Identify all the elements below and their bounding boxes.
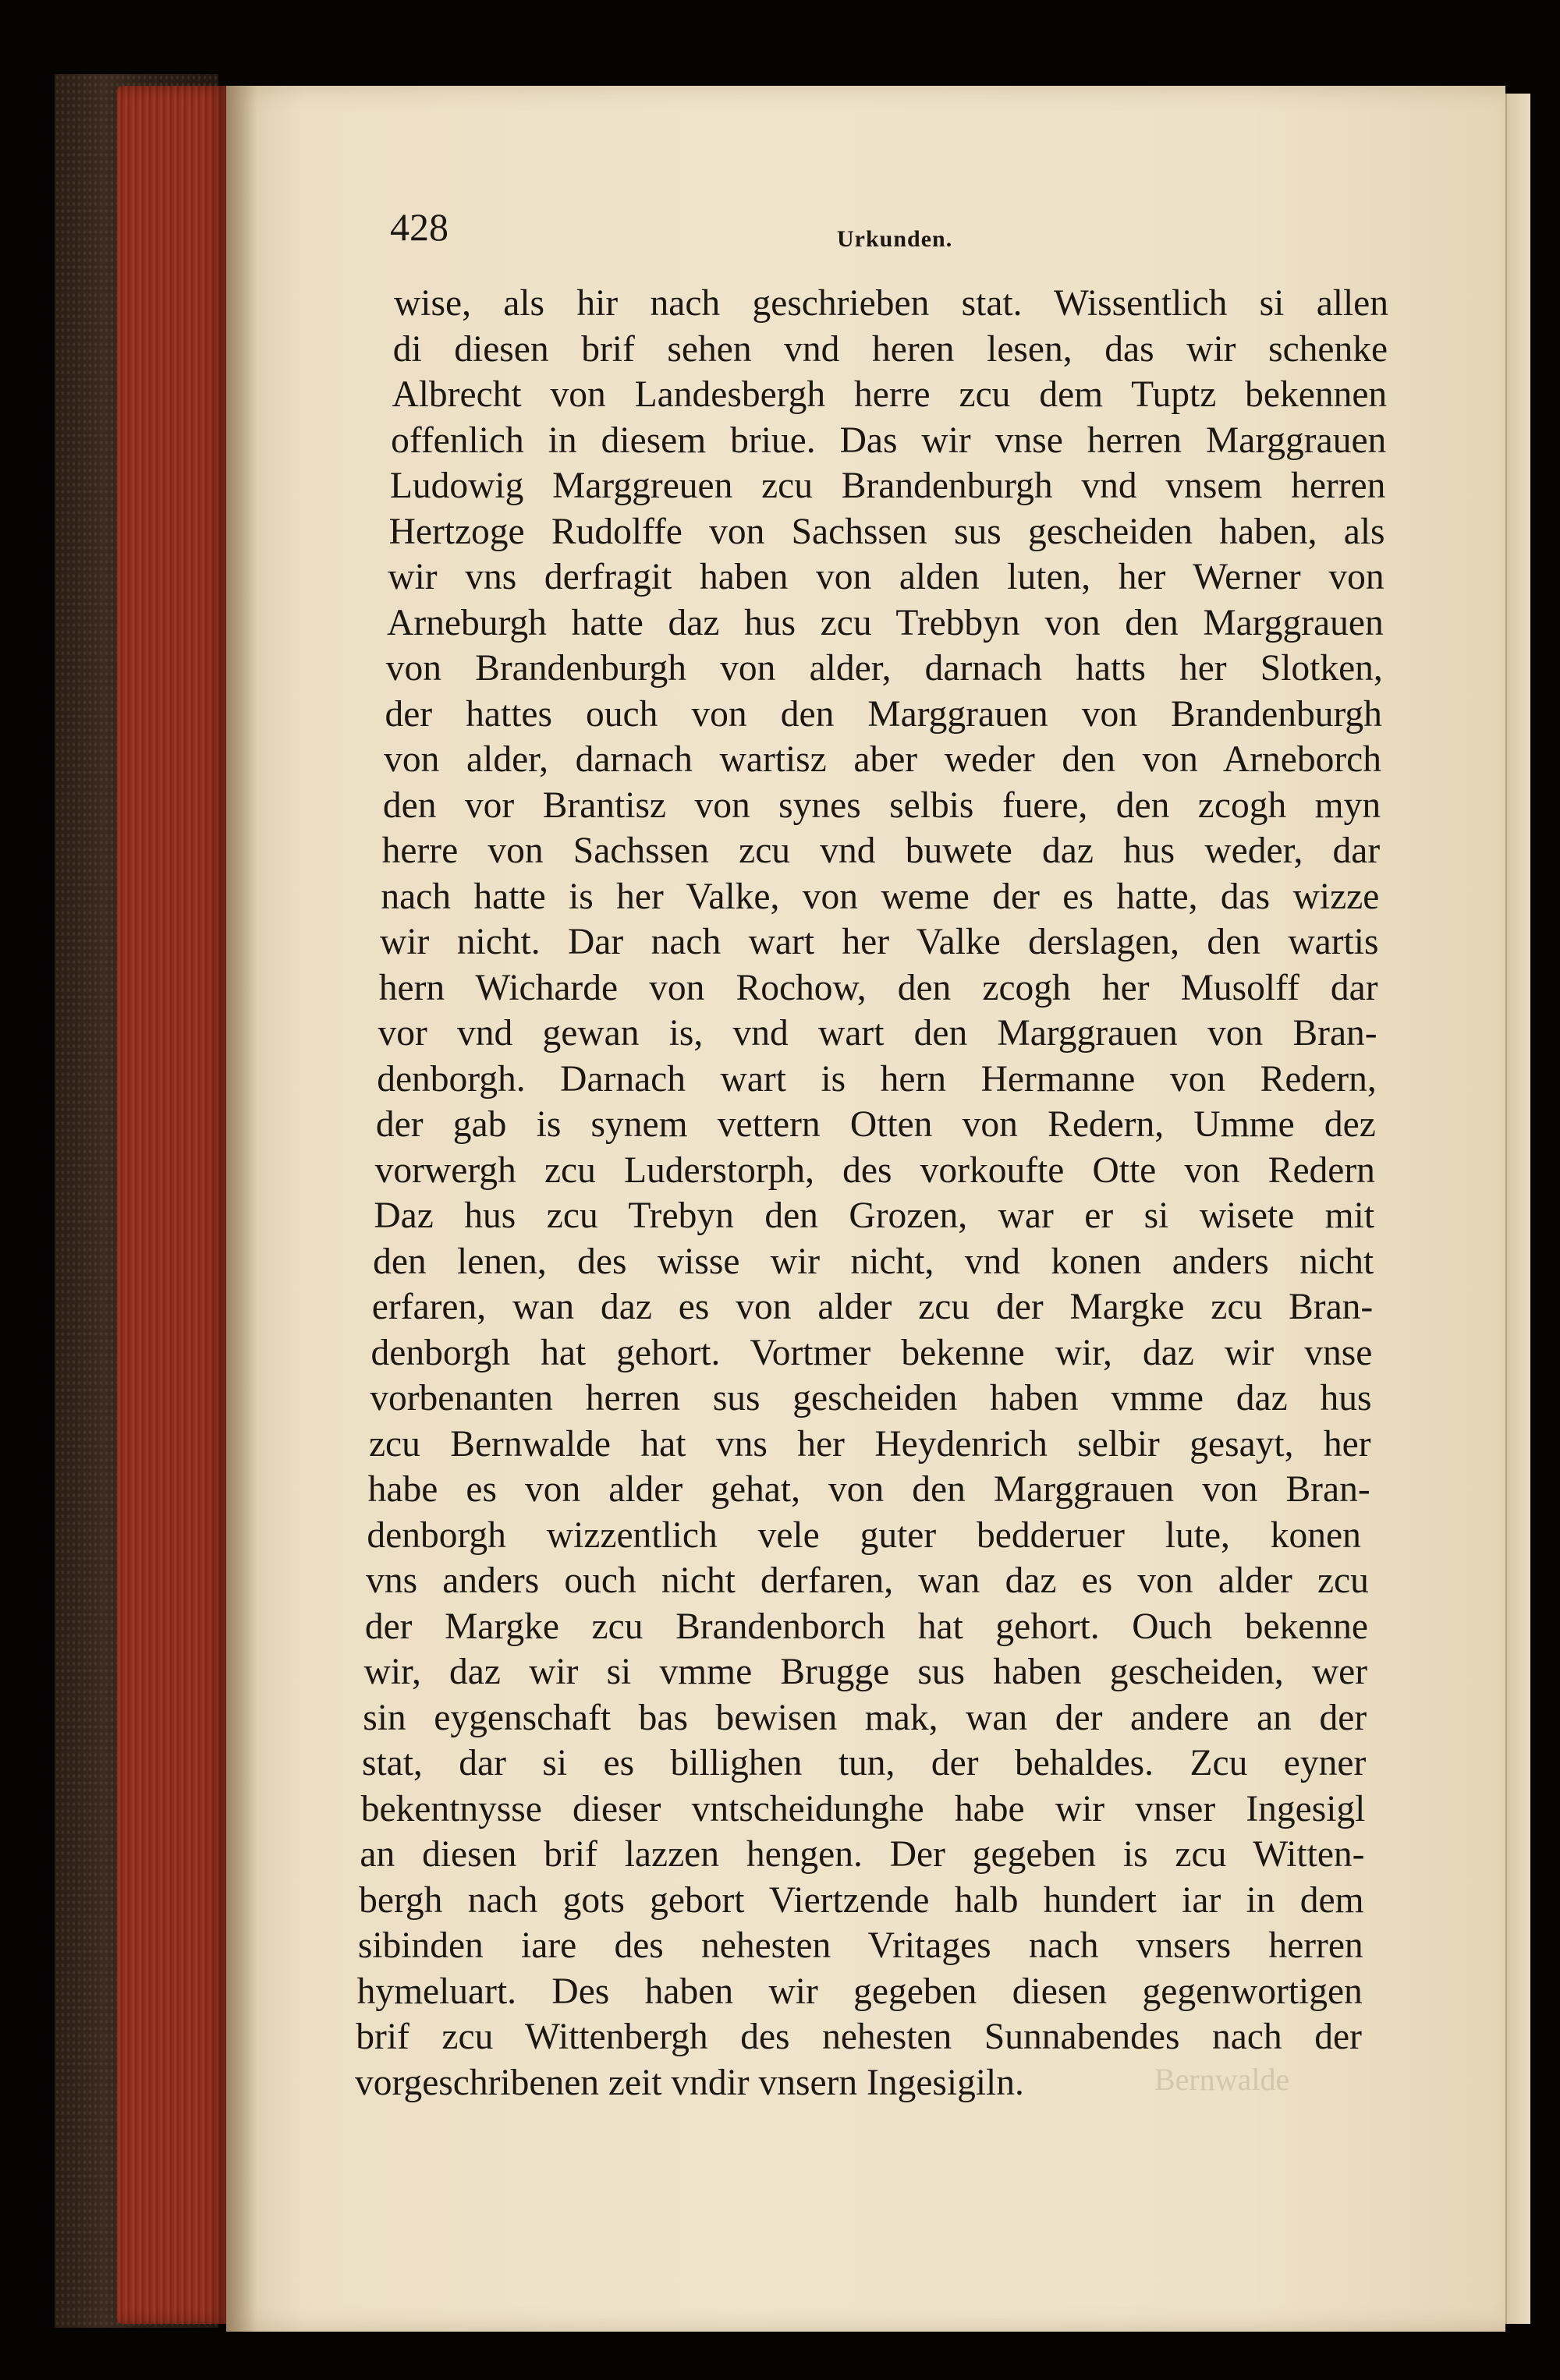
text-line: an diesen brif lazzen hengen. Der gegeben is zcu Witten- [360,1834,1365,1875]
running-head: Urkunden. [837,226,953,252]
page-edges [117,86,226,2324]
text-line: den lenen, des wisse wir nicht, vnd konen anders nicht [373,1241,1374,1282]
bleed-through-text: Bernwalde [1154,2062,1290,2097]
text-line: Hertzoge Rudolffe von Sachssen sus gescheiden haben, als [388,511,1385,552]
text-line: stat, dar si es billighen tun, der behaldes. Zcu eyner [361,1743,1367,1783]
text-line: brif zcu Wittenbergh des nehesten Sunnabendes nach der [356,2017,1362,2057]
text-line: wir nicht. Dar nach wart her Valke derslagen, den wartis [380,922,1379,962]
text-line: wir vns derfragit haben von alden luten, her Werner von [388,557,1384,597]
text-line: denborgh wizzentlich vele guter bedderuer lute, konen [367,1514,1361,1556]
text-line: erfaren, wan daz es von alder zcu der Margke zcu Bran- [371,1287,1374,1327]
text-line: vor vnd gewan is, vnd wart den Marggrauen von Bran- [378,1013,1377,1054]
next-page-edge [1505,94,1530,2324]
text-line: denborgh hat gehort. Vortmer bekenne wir, daz wir vnse [370,1332,1373,1373]
text-line: den vor Brantisz von synes selbis fuere, den zcogh myn [382,784,1381,826]
text-line: denborgh. Darnach wart is hern Hermanne von Redern, [377,1058,1377,1100]
text-line: bekentnysse dieser vntscheidunghe habe wir vnser Ingesigl [360,1788,1366,1829]
text-line: der hattes ouch von den Marggrauen von Brandenburgh [385,693,1382,735]
text-line: von alder, darnach wartisz aber weder den von Arneborch [384,739,1382,780]
text-line: von Brandenburgh von alder, darnach hatts her Slotken, [385,648,1383,689]
text-line: hymeluart. Des haben wir gegeben diesen gegenwortigen [356,1971,1363,2012]
text-line: wir, daz wir si vmme Brugge sus haben gescheiden, wer [363,1652,1368,1692]
text-line: zcu Bernwalde hat vns her Heydenrich selbir gesayt, her [368,1423,1371,1464]
text-line: habe es von alder gehat, von den Marggrauen von Bran- [367,1469,1370,1510]
text-line: offenlich in diesem briue. Das wir vnse herren Marggrauen [391,420,1387,461]
text-line: vns anders ouch nicht derfaren, wan daz es von alder zcu [366,1560,1369,1601]
text-line: herre von Sachssen zcu vnd buwete daz hus weder, dar [381,831,1381,871]
text-line: nach hatte is her Valke, von weme der es hatte, das wizze [381,876,1380,917]
text-line: wise, als hir nach geschrieben stat. Wissentlich si allen [394,283,1388,324]
text-line: Ludowig Marggreuen zcu Brandenburgh vnd vnsem herren [389,466,1386,506]
text-line: sin eygenschaft bas bewisen mak, wan der andere an der [363,1697,1367,1738]
text-line: der gab is synem vettern Otten von Redern, Umme dez [375,1104,1376,1145]
text-line: Daz hus zcu Trebyn den Grozen, war er si wisete mit [374,1195,1375,1236]
text-line: vorgeschribenen zeit vndir vnsern Ingesigiln. [355,2062,1024,2103]
text-line: di diesen brif sehen vnd heren lesen, das wir schenke [392,328,1388,370]
page-gutter-shadow [226,86,257,2332]
text-line: der Margke zcu Brandenborch hat gehort. Ouch bekenne [364,1606,1368,1647]
text-line: Albrecht von Landesbergh herre zcu dem Tuptz bekennen [392,374,1388,415]
page-number: 428 [390,205,448,249]
text-line: sibinden iare des nehesten Vritages nach vnsers herren [357,1925,1363,1966]
text-line: Arneburgh hatte daz hus zcu Trebbyn von den Marggrauen [387,602,1384,643]
text-line: hern Wicharde von Rochow, den zcogh her Musolff dar [378,967,1378,1008]
text-line: bergh nach gots gebort Viertzende halb hundert iar in dem [359,1879,1364,1921]
text-line: vorwergh zcu Luderstorph, des vorkoufte Otte von Redern [374,1149,1375,1191]
text-line: vorbenanten herren sus gescheiden haben vmme daz hus [370,1378,1372,1418]
